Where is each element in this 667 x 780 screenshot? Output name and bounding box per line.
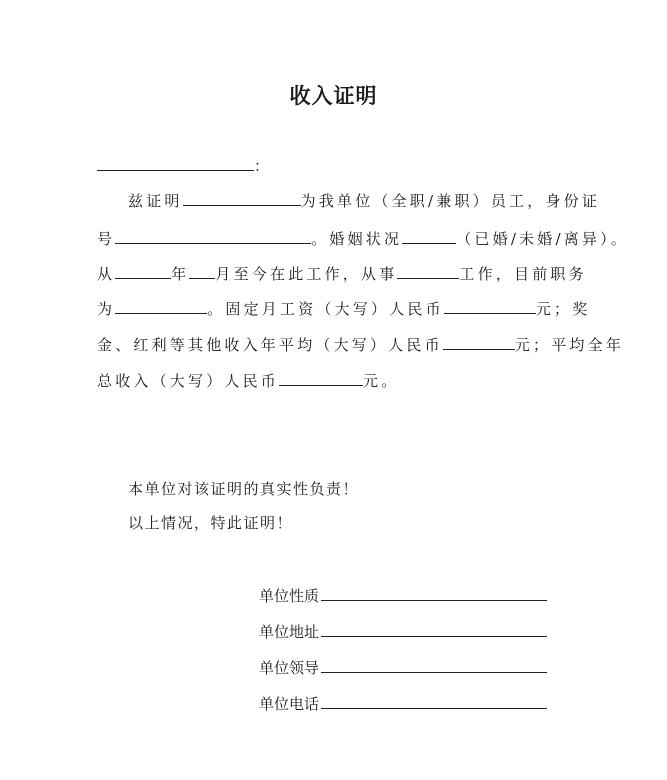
addressee-line xyxy=(97,155,269,175)
other-income-label: 金、红利等其他收入年平均（大写）人民币 xyxy=(97,336,443,354)
certify-text: 兹证明 xyxy=(128,192,183,210)
other-income-blank[interactable] xyxy=(443,334,515,350)
monthly-salary-label: 。固定月工资（大写）人民币 xyxy=(207,300,444,318)
body-line-2 xyxy=(97,228,629,248)
marital-status-label: 。婚姻状况 xyxy=(311,230,403,248)
unit-address-label: 单位地址 xyxy=(259,623,320,641)
unit-nature-blank[interactable] xyxy=(321,585,547,601)
body-line-3 xyxy=(97,263,587,283)
responsibility-statement: 本单位对该证明的真实性负责！ xyxy=(128,480,360,498)
signature-phone-row xyxy=(259,693,547,713)
year-text: 年 xyxy=(171,265,190,283)
annual-average-text: 元；平均全年 xyxy=(514,336,625,354)
addressee-blank[interactable] xyxy=(97,155,254,171)
monthly-salary-blank[interactable] xyxy=(444,298,536,314)
job-type-blank[interactable] xyxy=(397,263,459,279)
signature-nature-row xyxy=(259,585,547,605)
id-number-blank[interactable] xyxy=(115,228,311,244)
signature-address-row xyxy=(259,621,547,641)
as-text: 为 xyxy=(97,300,116,318)
total-income-blank[interactable] xyxy=(279,370,363,386)
start-year-blank[interactable] xyxy=(115,263,171,279)
body-line-6 xyxy=(97,370,399,390)
body-line-4 xyxy=(97,298,590,318)
marital-options-text: （已婚/未婚/离异）。 xyxy=(456,230,630,248)
position-label: 工作，目前职务 xyxy=(459,265,587,283)
unit-phone-label: 单位电话 xyxy=(259,695,320,713)
yuan-end-text: 元。 xyxy=(363,372,400,390)
addressee-colon: ： xyxy=(254,157,270,175)
unit-leader-label: 单位领导 xyxy=(259,659,320,677)
position-blank[interactable] xyxy=(115,298,207,314)
from-text: 从 xyxy=(97,265,116,283)
total-income-label: 总收入（大写）人民币 xyxy=(97,372,280,390)
signature-leader-row xyxy=(259,657,547,677)
document-title: 收入证明 xyxy=(289,84,378,108)
employment-type-text: 为我单位（全职/兼职）员工，身份证 xyxy=(300,192,601,210)
bonus-start-text: 元；奖 xyxy=(535,300,591,318)
body-line-5 xyxy=(97,334,624,354)
start-month-blank[interactable] xyxy=(189,263,215,279)
marital-status-blank[interactable] xyxy=(402,228,456,244)
unit-leader-blank[interactable] xyxy=(321,657,547,673)
employee-name-blank[interactable] xyxy=(183,190,301,206)
work-since-text: 月至今在此工作，从事 xyxy=(215,265,398,283)
body-line-1 xyxy=(128,190,600,210)
unit-address-blank[interactable] xyxy=(321,621,547,637)
unit-nature-label: 单位性质 xyxy=(259,587,320,605)
closing-statement: 以上情况，特此证明！ xyxy=(128,514,294,532)
unit-phone-blank[interactable] xyxy=(321,693,547,709)
id-number-label: 号 xyxy=(97,230,116,248)
